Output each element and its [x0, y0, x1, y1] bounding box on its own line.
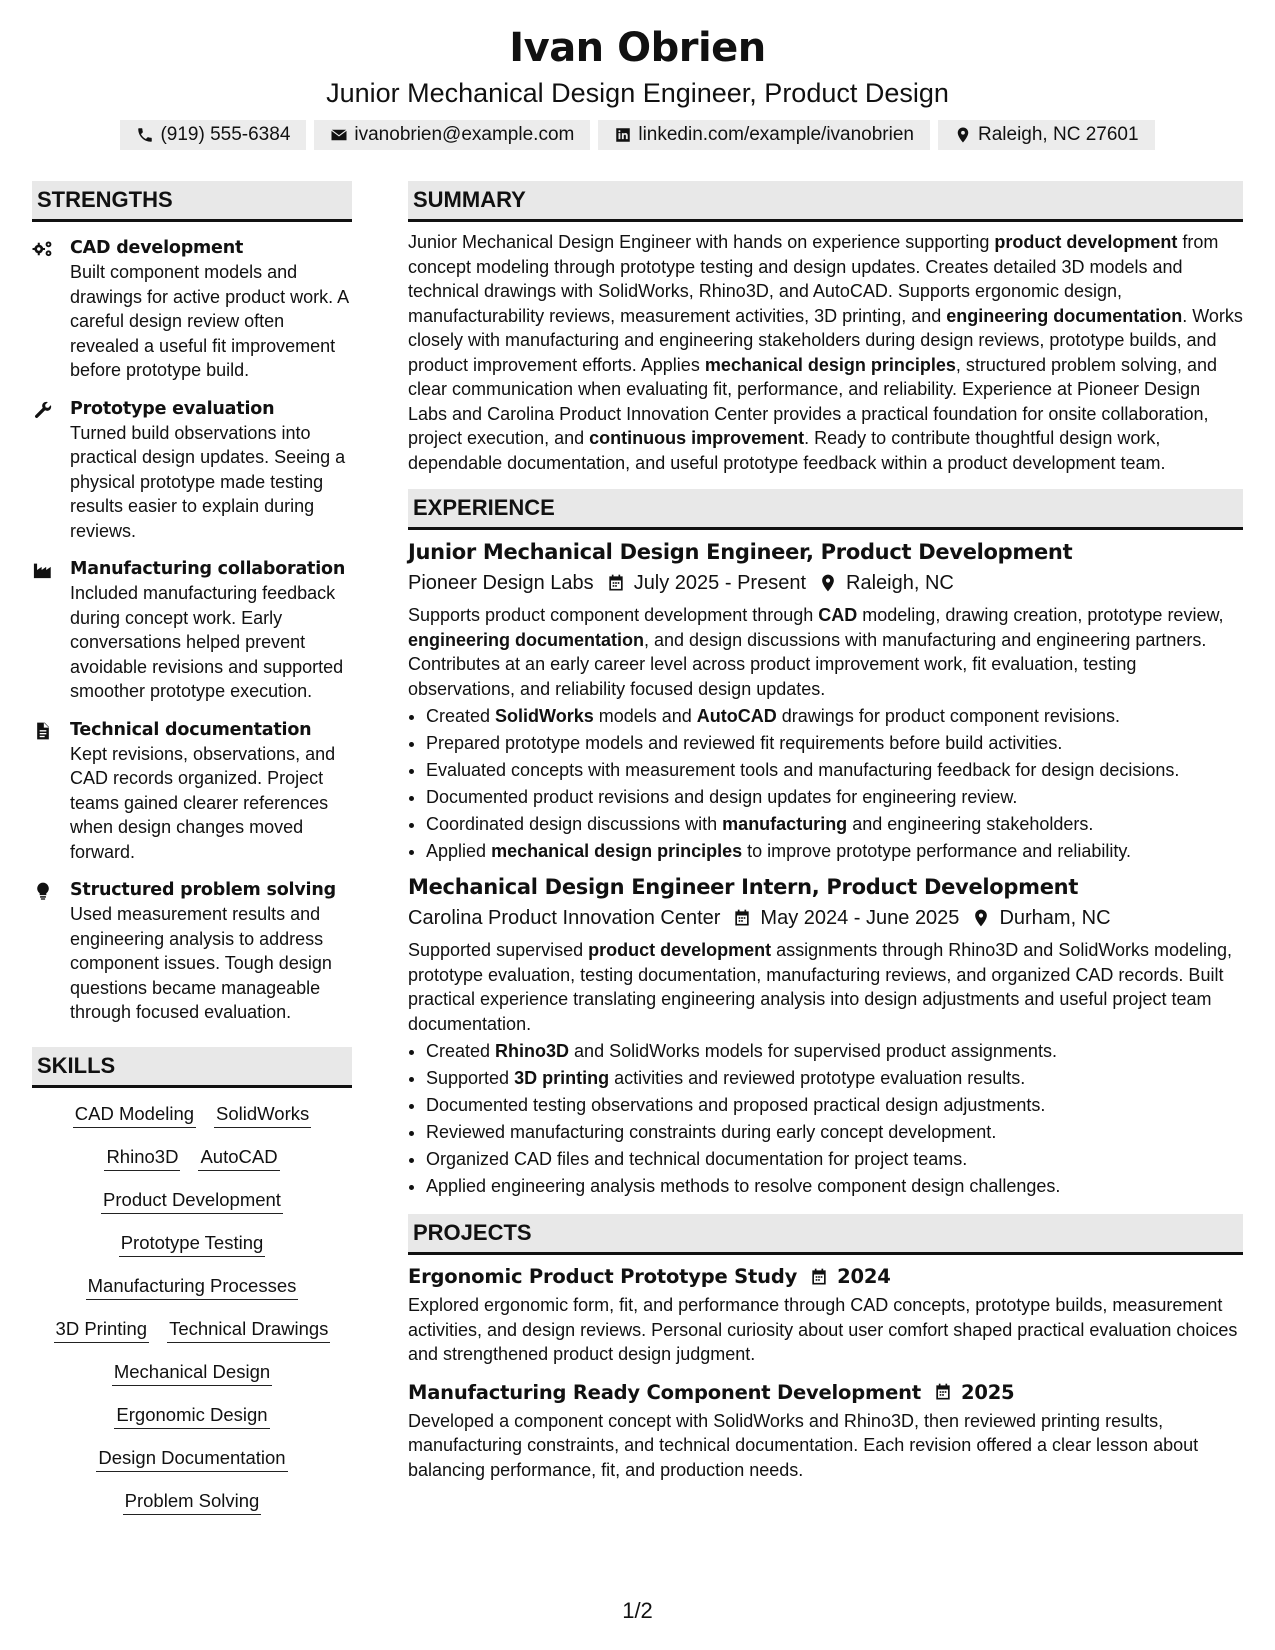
summary-text: Junior Mechanical Design Engineer with hands on experience supporting product development from concept modeling through prototype testing and design updates. Creates detailed 3D models and technical drawings with SolidWorks, Rhino3D, and AutoCAD. Supports ergonomic design, manufacturability reviews, measurement activities, 3D printing, and engineering documentation. Works closely with manufacturing and engineering stakeholders during design reviews, prototype builds, and product improvement efforts. Applies mechanical design principles, structured problem solving, and clear communication when evaluating fit, performance, and reliability. Experience at Pioneer Design Labs and Carolina Product Innovation Center provides a practical foundation for onsite collaboration, project execution, and continuous improvement. Ready to contribute thoughtful design work, dependable documentation, and useful prototype feedback within a product development team.: [408, 232, 1243, 473]
contact-email-text: ivanobrien@example.com: [354, 124, 575, 145]
bold-keyword: CAD: [818, 605, 858, 625]
gears-icon: [32, 239, 54, 259]
job-dates: May 2024 - June 2025: [760, 907, 960, 929]
skill-tag: Design Documentation: [96, 1446, 287, 1472]
skill-tag: Mechanical Design: [112, 1360, 272, 1386]
skill-tag: Technical Drawings: [167, 1317, 330, 1343]
skill-tag: Ergonomic Design: [114, 1403, 269, 1429]
job-title: Junior Mechanical Design Engineer, Product Development: [408, 540, 1073, 564]
contact-bar: [0, 120, 1275, 150]
bold-keyword: mechanical design principles: [704, 354, 956, 375]
location-pin-icon: [954, 126, 972, 144]
bold-keyword: Rhino3D: [495, 1041, 570, 1061]
job-bullet: • Applied engineering analysis methods to resolve component design challenges.: [426, 1173, 1243, 1200]
envelope-icon: [330, 126, 348, 144]
job-bullets: [408, 1038, 1243, 1200]
left-column: [32, 181, 352, 1532]
job-meta: [408, 904, 1243, 932]
wrench-icon: [32, 400, 54, 420]
strength-title: Technical documentation: [70, 719, 312, 740]
summary-heading: SUMMARY: [408, 181, 1243, 222]
job-entry: [408, 873, 1243, 1200]
document-icon: [32, 721, 54, 741]
contact-phone-text: (919) 555-6384: [160, 124, 291, 145]
skills-heading: SKILLS: [32, 1047, 352, 1088]
skills-list: [32, 1102, 352, 1515]
page-number: 1/2: [622, 1598, 653, 1623]
job-company: Carolina Product Innovation Center: [408, 907, 721, 929]
job-bullet: • Supported 3D printing activities and reviewed prototype evaluation results.: [426, 1065, 1243, 1092]
job-bullet: • Organized CAD files and technical documentation for project teams.: [426, 1146, 1243, 1173]
strength-desc: Turned build observations into practical design updates. Seeing a physical prototype made testing results easier to explain during reviews.: [70, 422, 346, 541]
contact-location: [938, 120, 1155, 150]
job-entry: [408, 538, 1243, 865]
right-column: [408, 181, 1243, 1482]
job-location: Raleigh, NC: [846, 572, 954, 594]
job-bullet: • Evaluated concepts with measurement tools and manufacturing feedback for design decisions.: [426, 757, 1243, 784]
skill-tag: Problem Solving: [123, 1489, 262, 1515]
project-description: Developed a component concept with SolidWorks and Rhino3D, then reviewed printing results, manufacturing constraints, and technical documentation. Each revision offered a clear lesson about balancing performance, fit, and production needs.: [408, 1410, 1199, 1480]
skill-tag: Prototype Testing: [119, 1231, 266, 1257]
location-pin-icon: [818, 573, 838, 593]
resume-header: [0, 22, 1275, 150]
strength-item: [32, 718, 352, 865]
project-year: 2024: [837, 1265, 891, 1288]
job-meta: [408, 569, 1243, 597]
job-bullet: • Documented product revisions and design updates for engineering review.: [426, 784, 1243, 811]
job-bullet: • Created Rhino3D and SolidWorks models for supervised product assignments.: [426, 1038, 1243, 1065]
bold-keyword: engineering documentation: [408, 629, 645, 650]
candidate-title: Junior Mechanical Design Engineer, Product Design: [326, 78, 949, 108]
strength-desc: Kept revisions, observations, and CAD records organized. Project teams gained clearer references when design changes moved forward.: [70, 743, 336, 862]
bold-keyword: mechanical design principles: [491, 841, 743, 861]
job-description: Supports product component development through CAD modeling, drawing creation, prototype review, engineering documentation, and design discussions with manufacturing and engineering partners. Contributes at an early career level across product improvement work, fit evaluation, testing observations, and reliability focused design updates.: [408, 605, 1224, 699]
bold-keyword: product development: [994, 232, 1178, 252]
strength-item: [32, 557, 352, 704]
job-bullet: • Documented testing observations and proposed practical design adjustments.: [426, 1092, 1243, 1119]
linkedin-icon: [614, 126, 632, 144]
strength-desc: Included manufacturing feedback during concept work. Early conversations helped prevent avoidable revisions and supported smoother prototype execution.: [70, 583, 344, 701]
factory-icon: [32, 560, 54, 580]
job-bullet: • Created SolidWorks models and AutoCAD drawings for product component revisions.: [426, 703, 1243, 730]
skill-tag: Manufacturing Processes: [86, 1274, 299, 1300]
strength-title: Manufacturing collaboration: [70, 559, 346, 579]
location-pin-icon: [971, 908, 991, 928]
project-title: Manufacturing Ready Component Development: [408, 1380, 921, 1404]
bold-keyword: continuous improvement: [589, 428, 805, 448]
contact-email[interactable]: [314, 120, 590, 150]
skill-tag: 3D Printing: [54, 1317, 150, 1343]
strengths-heading: STRENGTHS: [32, 181, 352, 222]
project-header: [408, 1379, 1243, 1406]
strength-item: [32, 397, 352, 544]
candidate-name: Ivan Obrien: [509, 25, 766, 71]
job-location: Durham, NC: [999, 907, 1111, 929]
job-bullet: • Applied mechanical design principles to improve prototype performance and reliability.: [426, 838, 1243, 865]
bold-keyword: 3D printing: [514, 1068, 610, 1088]
strength-desc: Built component models and drawings for active product work. A careful design review often revealed a useful fit improvement before prototype build.: [70, 262, 349, 380]
skill-tag: Product Development: [101, 1188, 283, 1214]
bold-keyword: manufacturing: [722, 814, 848, 834]
calendar-icon: [809, 1267, 829, 1287]
job-title: Mechanical Design Engineer Intern, Product Development: [408, 875, 1079, 899]
bold-keyword: engineering documentation: [946, 305, 1183, 326]
job-bullet: • Coordinated design discussions with manufacturing and engineering stakeholders.: [426, 811, 1243, 838]
job-bullet: • Reviewed manufacturing constraints during early concept development.: [426, 1119, 1243, 1146]
bold-keyword: AutoCAD: [696, 706, 777, 726]
skill-tag: SolidWorks: [214, 1102, 311, 1128]
project-description: Explored ergonomic form, fit, and performance through CAD concepts, prototype builds, measurement activities, and design reviews. Personal curiosity about user comfort shaped practical evaluation choices and strengthened product design judgment.: [408, 1295, 1238, 1364]
lightbulb-icon: [32, 881, 54, 901]
bold-keyword: SolidWorks: [495, 706, 594, 726]
strength-title: Prototype evaluation: [70, 398, 275, 419]
strength-item: [32, 878, 352, 1025]
project-entry: [408, 1263, 1243, 1367]
strength-title: CAD development: [70, 238, 244, 258]
calendar-icon: [933, 1382, 953, 1402]
job-company: Pioneer Design Labs: [408, 572, 594, 594]
skill-tag: Rhino3D: [104, 1145, 180, 1171]
job-bullets: [408, 703, 1243, 865]
calendar-icon: [606, 573, 626, 593]
phone-icon: [136, 126, 154, 144]
contact-linkedin-text: linkedin.com/example/ivanobrien: [638, 124, 914, 145]
experience-heading: EXPERIENCE: [408, 489, 1243, 530]
projects-heading: PROJECTS: [408, 1214, 1243, 1255]
project-year: 2025: [960, 1380, 1015, 1404]
project-entry: [408, 1379, 1243, 1483]
strength-title: Structured problem solving: [70, 880, 336, 900]
bold-keyword: product development: [588, 940, 772, 960]
contact-location-text: Raleigh, NC 27601: [978, 124, 1139, 145]
contact-phone[interactable]: [120, 120, 306, 150]
project-header: [408, 1263, 1243, 1290]
strength-desc: Used measurement results and engineering analysis to address component issues. Tough design questions became manageable through focused evaluation.: [70, 904, 332, 1022]
project-title: Ergonomic Product Prototype Study: [408, 1265, 798, 1288]
job-dates: July 2025 - Present: [633, 572, 807, 594]
job-description: Supported supervised product development assignments through Rhino3D and SolidWorks modeling, prototype evaluation, testing documentation, manufacturing reviews, and organized CAD records. Built practical experience translating engineering analysis into design adjustments and useful project team documentation.: [408, 940, 1233, 1034]
strength-item: [32, 236, 352, 383]
contact-linkedin[interactable]: [598, 120, 930, 150]
job-bullet: • Prepared prototype models and reviewed fit requirements before build activities.: [426, 730, 1243, 757]
calendar-icon: [732, 908, 752, 928]
skill-tag: CAD Modeling: [73, 1102, 196, 1128]
skill-tag: AutoCAD: [198, 1145, 279, 1171]
